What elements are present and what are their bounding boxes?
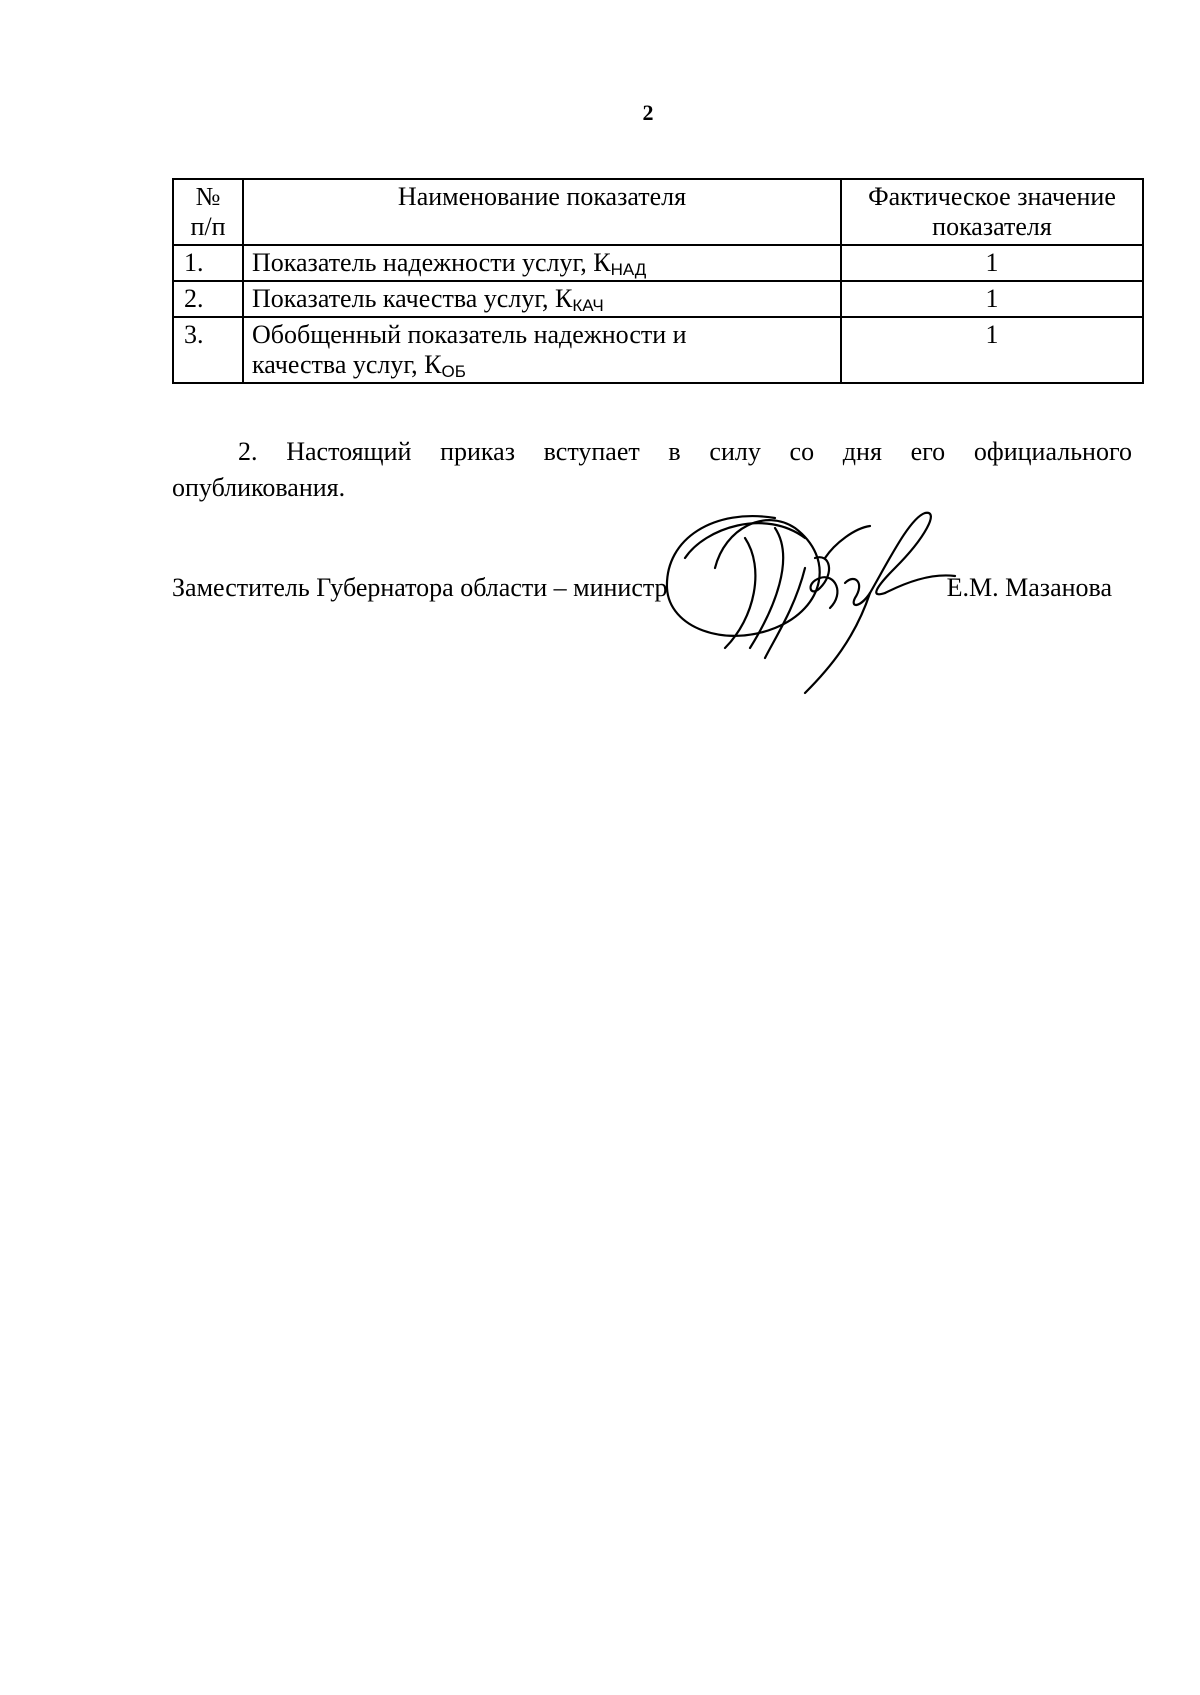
- header-number-line2: п/п: [190, 212, 226, 241]
- row-name-subscript: КАЧ: [572, 296, 604, 315]
- row-name-line2: качества услуг, К: [252, 350, 442, 379]
- row-name-text: Показатель надежности услуг, К: [252, 248, 611, 277]
- row-name: [243, 317, 841, 383]
- header-number-line1: №: [195, 182, 221, 211]
- indicators-table: [172, 178, 1144, 384]
- header-value-line2: показателя: [932, 212, 1052, 241]
- header-number: [173, 179, 243, 245]
- row-name-line1: Обобщенный показатель надежности и: [252, 320, 687, 349]
- row-number: 1.: [173, 245, 243, 281]
- table-header-row: [173, 179, 1143, 245]
- signatory-position: Заместитель Губернатора области – министр: [172, 573, 668, 602]
- signatory-name: Е.М. Мазанова: [946, 573, 1112, 602]
- row-name: [243, 281, 841, 317]
- row-value: 1: [841, 317, 1143, 383]
- page-number: 2: [642, 100, 654, 125]
- row-value: 1: [841, 245, 1143, 281]
- row-name: [243, 245, 841, 281]
- row-number: 3.: [173, 317, 243, 383]
- clause-paragraph: 2. Настоящий приказ вступает в силу со дня его официального опубликования.: [172, 437, 1132, 502]
- header-value: [841, 179, 1143, 245]
- row-name-text: Показатель качества услуг, К: [252, 284, 573, 313]
- header-name: Наименование показателя: [243, 179, 841, 245]
- row-number: 2.: [173, 281, 243, 317]
- row-value: 1: [841, 281, 1143, 317]
- row-name-subscript: ОБ: [441, 362, 466, 381]
- header-value-line1: Фактическое значение: [868, 182, 1116, 211]
- table-row: [173, 245, 1143, 281]
- table-row: [173, 317, 1143, 383]
- handwritten-signature-icon: [655, 498, 975, 698]
- table-row: [173, 281, 1143, 317]
- row-name-subscript: НАД: [610, 260, 647, 279]
